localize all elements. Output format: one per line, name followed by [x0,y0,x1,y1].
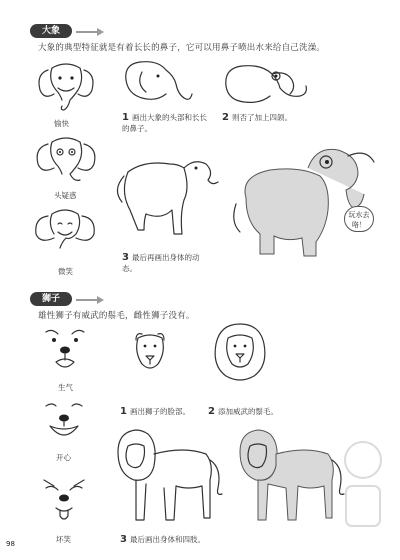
lion-step3-drawing [114,424,224,526]
elephant-happy-drawing [34,60,98,112]
lion-step1-drawing [132,330,168,374]
step-text: 画出狮子的脸部。 [129,407,190,416]
watermark-logo [338,440,388,540]
expression-caption: 愉快 [54,119,69,128]
expression-caption: 头疑惑 [54,191,77,200]
lion-step2-drawing [212,322,268,384]
lion-step-3 [120,534,250,545]
speech-bubble: 玩水去咯！ [344,206,374,232]
lion-step-2 [208,406,318,417]
elephant-intro: 大象的典型特征就是有着长长的鼻子，它可以用鼻子喷出水来给自己洗澡。 [38,43,326,53]
expression-caption: 开心 [56,453,71,462]
expression-caption: 生气 [58,383,73,392]
step-text: 则否了加上四颌。 [231,113,292,122]
step-text: 添加威武的鬃毛。 [217,407,278,416]
step-number: 3 [122,252,129,263]
elephant-final-drawing [230,146,380,264]
lion-step-1 [120,406,210,417]
elephant-smile-drawing [32,208,98,256]
expression-caption: 微笑 [58,267,73,276]
step-number: 2 [208,406,215,417]
section-header-elephant: 大象 [30,24,72,38]
elephant-step2-drawing [220,60,314,112]
step-number: 1 [120,406,127,417]
step-number: 1 [122,112,129,123]
lion-happy-drawing [36,396,92,444]
step-text: 画出大象的头部和长长的鼻子。 [122,113,207,133]
elephant-step3-drawing [114,150,222,250]
elephant-step1-drawing [118,58,198,110]
lion-intro: 雄性狮子有威武的鬃毛，雌性狮子没有。 [38,311,195,321]
elephant-step-1 [122,112,212,134]
step-text: 最后画出身体和四肢。 [129,535,205,544]
lion-smirk-drawing [36,470,92,526]
step-number: 3 [120,534,127,545]
elephant-step-3 [122,252,212,274]
expression-caption: 坏笑 [56,535,71,544]
section-header-lion: 狮子 [30,292,72,306]
page-number: 98 [6,540,15,548]
lion-angry-drawing [40,328,90,372]
step-text: 最后再画出身体的动态。 [122,253,200,273]
step-number: 2 [222,112,229,123]
elephant-confused-drawing [34,136,98,186]
arrow-icon [76,31,102,33]
elephant-step-2 [222,112,332,123]
arrow-icon [76,299,102,301]
lion-final-drawing [236,424,346,526]
